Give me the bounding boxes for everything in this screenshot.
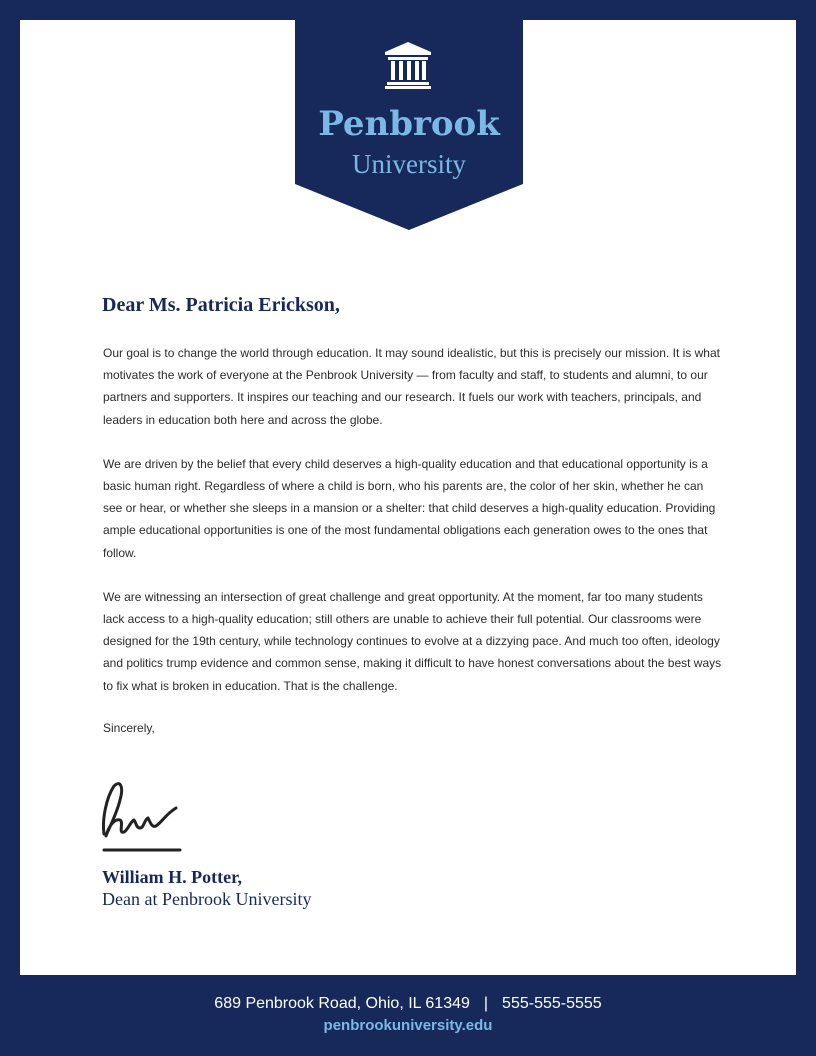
letter-paragraph: Our goal is to change the world through education. It may sound idealistic, but this is precisely our mission. It is what motivates the work of everyone at the Penbrook University — from faculty and staff, to students and alumni, to our partners and supporters. It inspires our teaching and our research. It fuels our work with teachers, principals, and leaders in education both here and across the globe. bbox=[103, 346, 720, 427]
letter-closing: Sincerely, bbox=[103, 721, 155, 735]
university-building-icon bbox=[383, 41, 433, 91]
letter-paragraph: We are witnessing an intersection of great challenge and great opportunity. At the moment, far too many students lack access to a high-quality education; still others are unable to achieve their full potential. Our classrooms were designed for the 19th century, while technology continues to evolve at a dizzying pace. And much too often, ideology and politics trump evidence and common sense, making it difficult to have honest conversations about the best ways to fix what is broken in education. That is the challenge. bbox=[103, 589, 722, 693]
signer-name: William H. Potter, bbox=[102, 867, 242, 887]
letter-page bbox=[20, 20, 796, 975]
footer-website-link[interactable]: penbrookuniversity.edu bbox=[323, 1017, 493, 1034]
header-banner bbox=[295, 20, 523, 230]
brand-subtitle: University bbox=[352, 149, 466, 179]
letter-salutation: Dear Ms. Patricia Erickson, bbox=[102, 294, 340, 316]
footer-separator: | bbox=[483, 995, 489, 1012]
signature-image bbox=[100, 778, 184, 856]
footer-address: 689 Penbrook Road, Ohio, IL 61349 bbox=[214, 995, 470, 1012]
brand-name: Penbrook bbox=[318, 104, 500, 144]
footer-phone: 555-555-5555 bbox=[502, 995, 602, 1012]
letter-paragraph: We are driven by the belief that every child deserves a high-quality education and that educational opportunity is a basic human right. Regardless of where a child is born, who his parents are, the color of her skin, whether he can see or hear, or whether she sleeps in a mansion or a shelter: that child deserves a high-quality education. Providing ample educational opportunities is one of the most fundamental obligations each generation owes to the ones that follow. bbox=[103, 456, 716, 560]
signer-title: Dean at Penbrook University bbox=[102, 889, 312, 909]
letter-body bbox=[103, 342, 725, 719]
footer-contact bbox=[0, 992, 816, 1016]
